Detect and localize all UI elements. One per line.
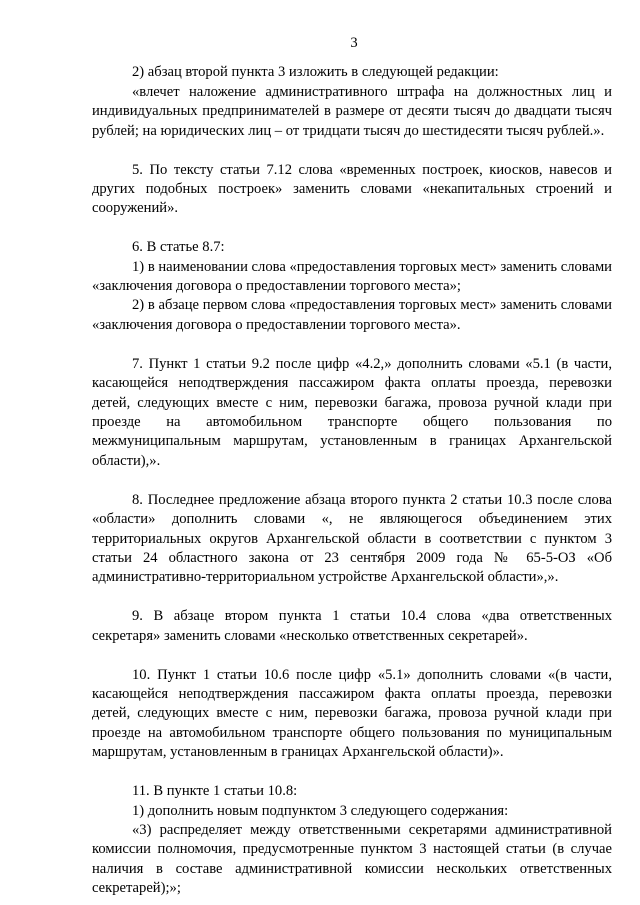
paragraph-spacer [92,141,612,161]
paragraph: 1) в наименовании слова «предоставления торговых мест» заменить словами «заключения договора о предоставлении торгового места»; [92,258,612,295]
paragraph: 9. В абзаце втором пункта 1 статьи 10.4 слова «два ответственных секретаря» заменить словами «несколько ответственных секретарей». [92,608,612,644]
paragraph: 7. Пункт 1 статьи 9.2 после цифр «4.2,» дополнить словами «5.1 (в части, касающейся неподтверждения пассажиром факта оплаты проезда, перевозки детей, следующих вместе с ним, перевозки багажа, провоза ручной клади при проезде на автомобильном транспорте общего пользования по межмуниципальным маршрутам, установленным в границах Архангельской области),». [92,355,612,469]
paragraph: 8. Последнее предложение абзаца второго пункта 2 статьи 10.3 после слова «области» дополнить словами «, не являющегося объединением этих территориальных округов Архангельской области в соответствии с пунктом 3 статьи 24 областного закона от 23 сентября 2009 года № 65-5-ОЗ «Об административно-территориальном устройстве Архангельской области»,». [92,491,612,586]
paragraph: 10. Пункт 1 статьи 10.6 после цифр «5.1» дополнить словами «(в части, касающейся неподтверждения пассажиром факта оплаты проезда, перевозки детей, следующих вместе с ним, перевозки багажа, провоза ручной клади при проезде на автомобильном транспорте общего пользования по муниципальным маршрутам, установленным в границах Архангельской области)». [92,666,612,761]
paragraph-spacer [92,646,612,666]
paragraph-spacer [92,588,612,608]
paragraph-spacer [92,763,612,783]
paragraph-spacer [92,219,612,239]
document-page [92,34,612,899]
document-body [92,63,612,898]
paragraph: 5. По тексту статьи 7.12 слова «временных построек, киосков, навесов и других подобных построек» заменить словами «некапитальных строений и сооружений». [92,161,612,217]
page-number: 3 [350,35,358,51]
paragraph: 2) абзац второй пункта 3 изложить в следующей редакции: [132,64,499,81]
paragraph: «влечет наложение административного штрафа на должностных лиц и индивидуальных предпринимателей в размере от десяти тысяч до двадцати тысяч рублей; на юридических лиц – от тридцати тысяч до шестидесяти тысяч рублей.». [92,83,612,139]
paragraph: 2) в абзаце первом слова «предоставления торговых мест» заменить словами «заключения договора о предоставлении торгового места». [92,297,612,333]
paragraph: 1) дополнить новым подпунктом 3 следующего содержания: [132,802,509,819]
paragraph-spacer [92,335,612,355]
paragraph: 11. В пункте 1 статьи 10.8: [132,783,298,800]
paragraph: «3) распределяет между ответственными секретарями административной комиссии полномочия, предусмотренные пунктом 3 настоящей статьи (в случае наличия в составе административной комиссии нескольких ответственных секретарей);»; [92,821,612,897]
paragraph-spacer [92,471,612,491]
paragraph: 6. В статье 8.7: [132,239,225,256]
